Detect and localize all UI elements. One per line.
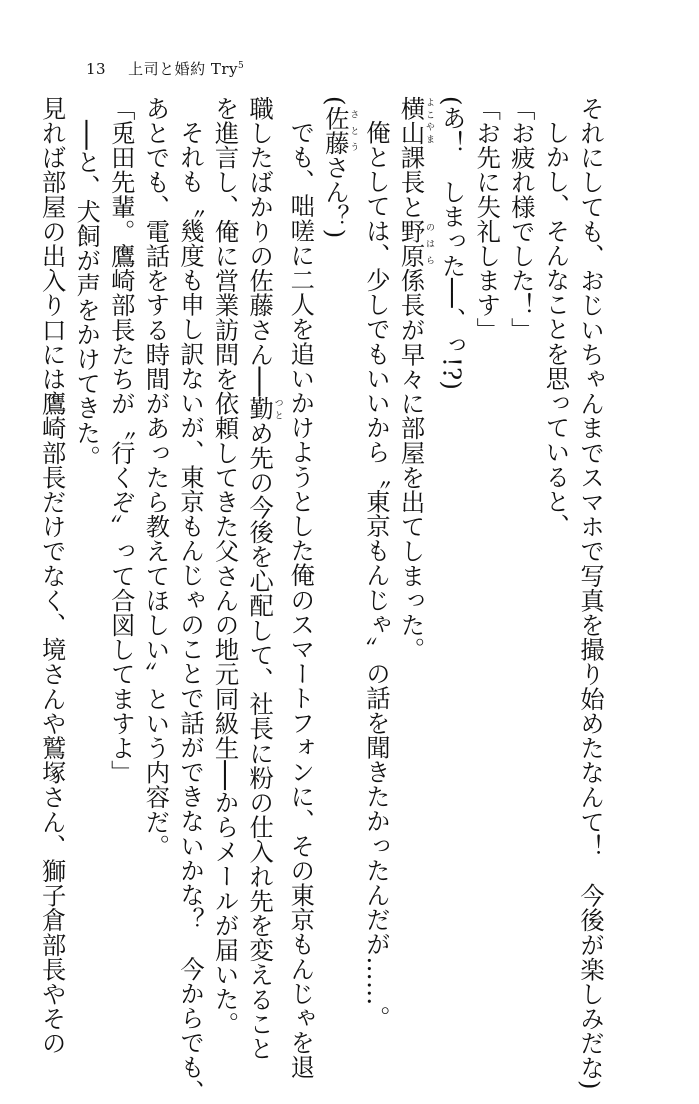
- text-line-with-ruby: 横山よこやま課長と野原のはら係長が早々に部屋を出てしまった。: [396, 96, 435, 662]
- text-line: それも〝幾度も申し訳ないが、東京もんじゃのことで話ができないかな？ 今からでも、: [175, 120, 205, 1104]
- dialogue-line: 「お先に失礼します」: [472, 96, 502, 342]
- ruby-yokoyama: 横山よこやま: [396, 96, 435, 146]
- ruby-sato: 佐藤さとう: [320, 105, 359, 155]
- page-number: 13: [86, 60, 107, 78]
- thought-line: (あ！ しまった──、っ!?): [437, 96, 467, 391]
- page-header: [86, 58, 244, 79]
- text-line: あとでも、電話をする時間があったら教えてほしい〟という内容だ。: [141, 96, 171, 859]
- ruby-tsutome: 勤つと: [245, 396, 283, 422]
- page-title-text: 上司と婚約 Try: [128, 60, 239, 78]
- dialogue-line: 「兎田先輩。鷹崎部長たちが〝行くぞ〟って合図してますよ」: [106, 96, 136, 785]
- text-line: しかし、そんなことを思っていると、: [541, 120, 571, 539]
- body-text: [34, 96, 607, 1104]
- thought-line-with-ruby: (佐藤さとうさん？): [320, 96, 359, 239]
- text-line: 俺としては、少しでもいいから〝東京もんじゃ〟の話を聞きたかったんだが……。: [361, 120, 391, 1031]
- ruby-nohara: 野原のはら: [396, 219, 435, 269]
- text-line: それにしても、おじいちゃんまでスマホで写真を撮り始めたなんて！ 今後が楽しみだな): [576, 96, 605, 1090]
- page-title-superscript: 5: [238, 61, 245, 71]
- text-line: 見れば部屋の出入り口には鷹崎部長だけでなく、境さんや鷲塚さん、獅子倉部長やその: [37, 96, 67, 1056]
- text-line: でも、咄嗟に二人を追いかけようとした俺のスマートフォンに、その東京もんじゃを退: [286, 120, 316, 1080]
- dialogue-line: 「お疲れ様でした！」: [506, 96, 536, 342]
- text-line-with-ruby: 職したばかりの佐藤さん──勤つとめ先の今後を心配して、社長に粉の仕入れ先を変えること: [245, 96, 283, 1061]
- page-title: [128, 60, 244, 78]
- text-line: ──と、犬飼が声をかけてきた。: [72, 120, 102, 470]
- text-line: を進言し、俺に営業訪問を依頼してきた父さんの地元同級生──からメールが届いた。: [210, 96, 240, 1037]
